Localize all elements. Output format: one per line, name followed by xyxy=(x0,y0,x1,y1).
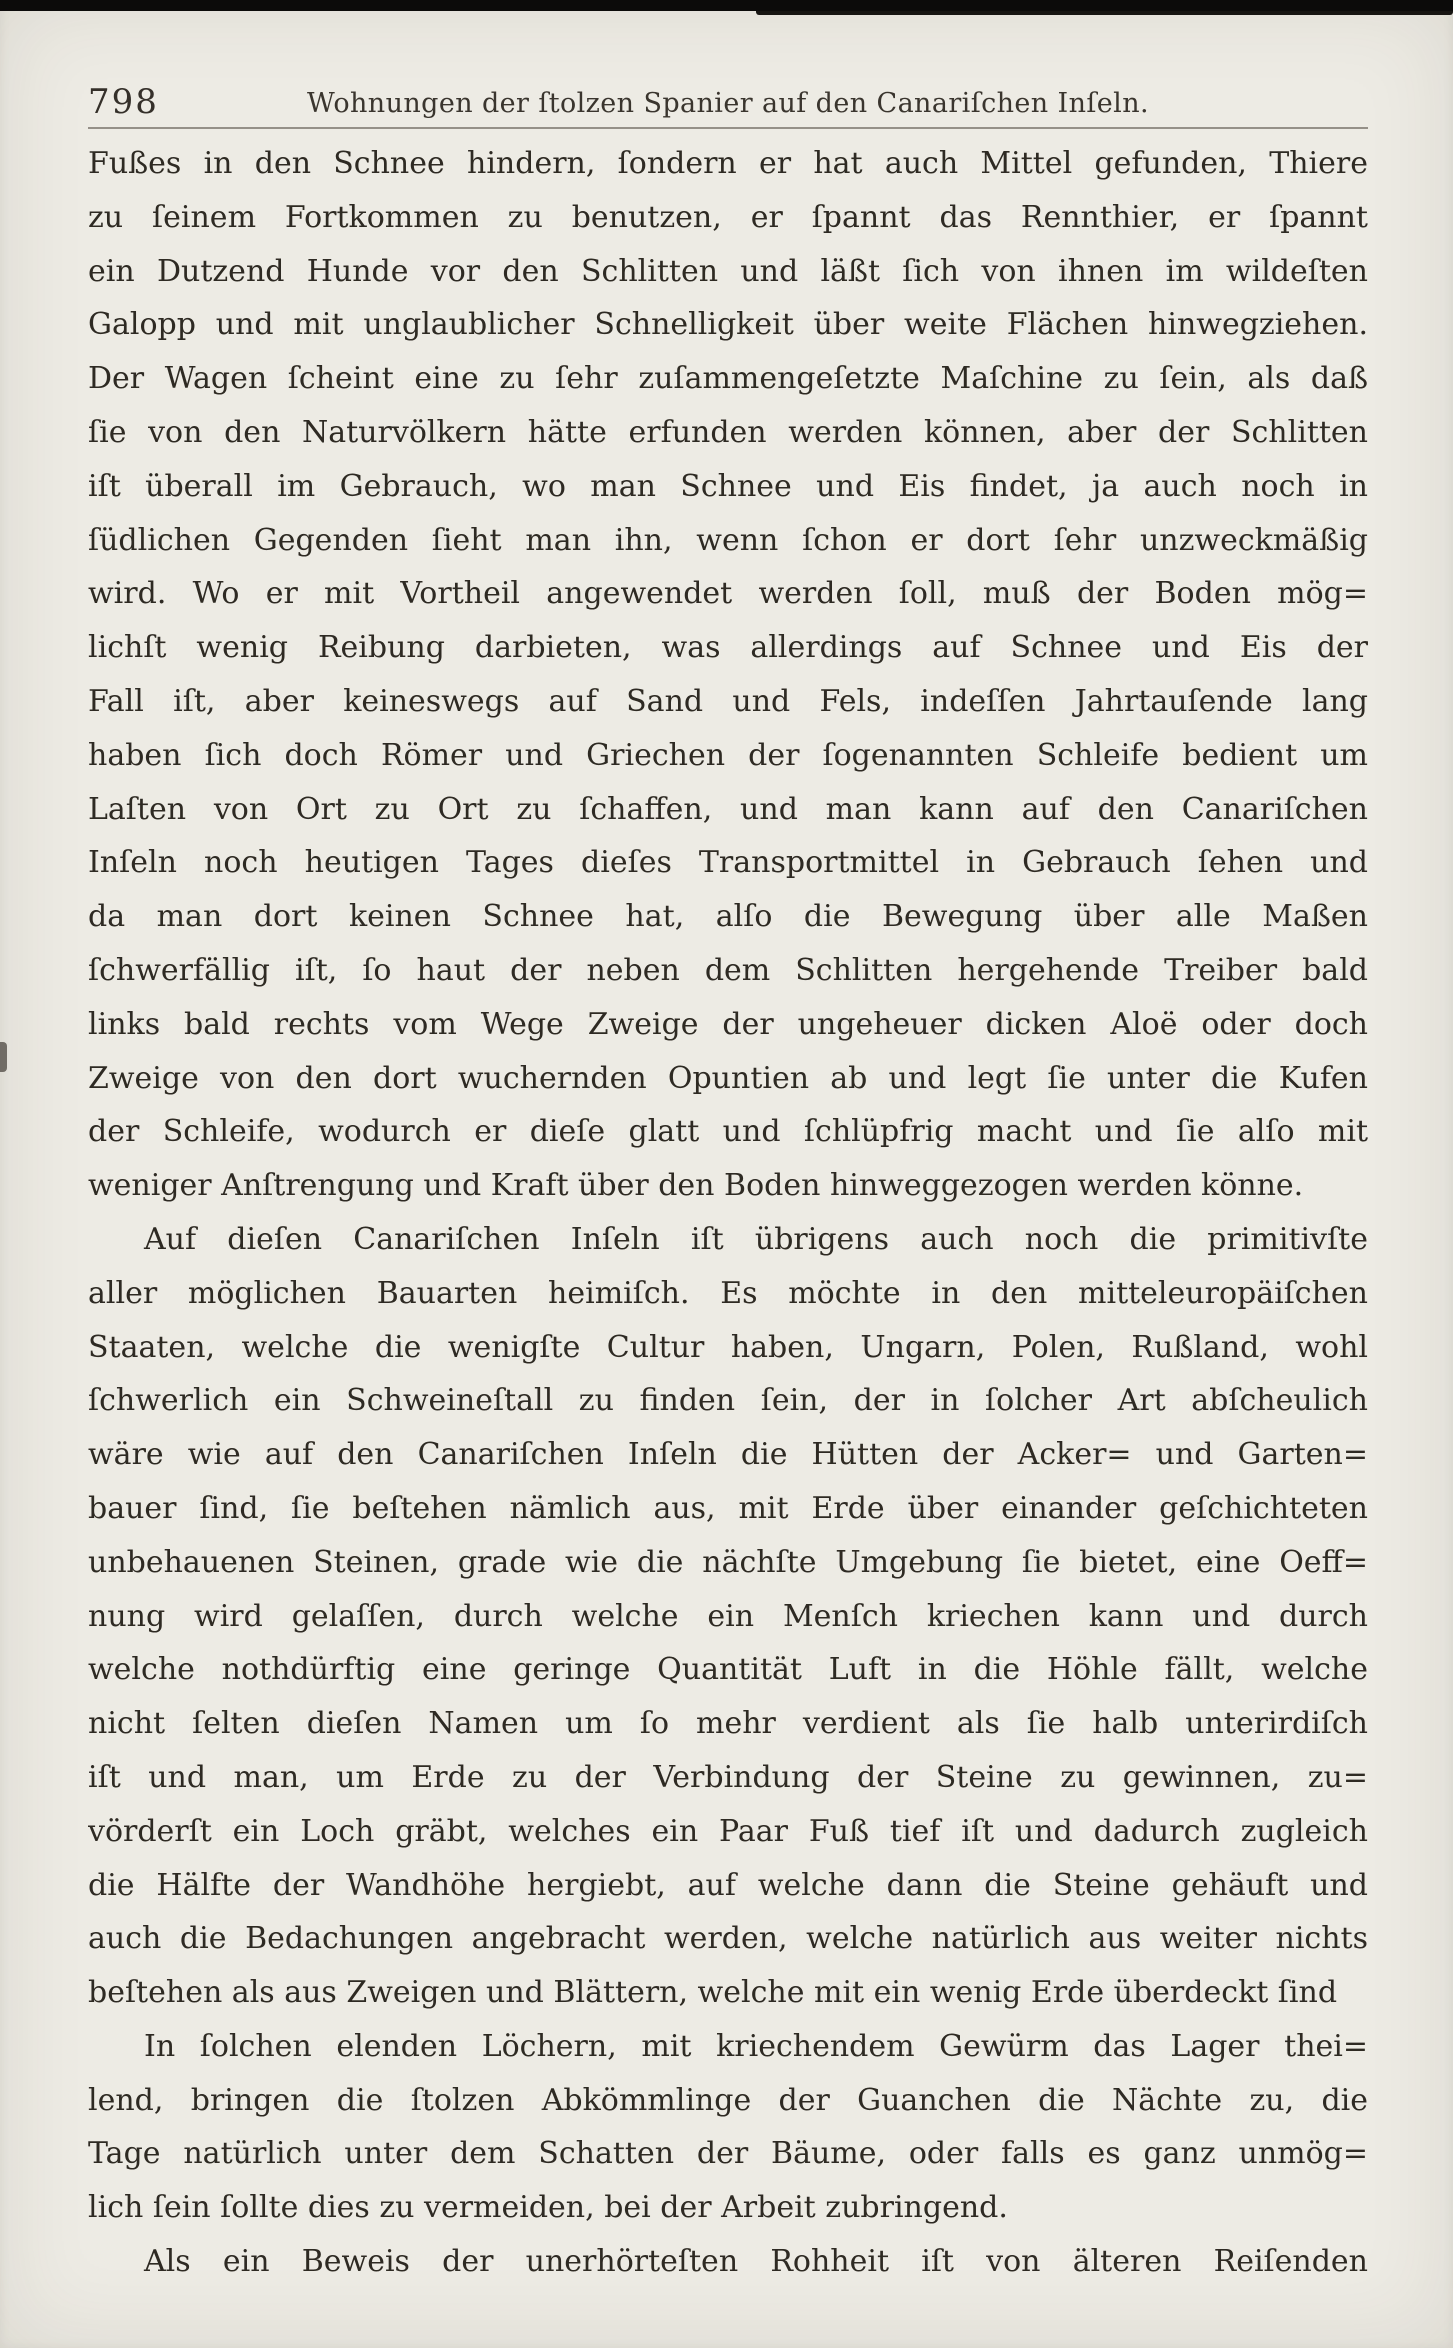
text-line: welche nothdürftig eine geringe Quantität Luft in die Höhle fällt, welche xyxy=(88,1652,1368,1688)
text-line: Fußes in den Schnee hindern, ſondern er hat auch Mittel gefunden, Thiere xyxy=(88,146,1368,181)
text-line: der Schleife, wodurch er dieſe glatt und ſchlüpfrig macht und ſie alſo mit xyxy=(88,1114,1368,1150)
text-line: zu ſeinem Fortkommen zu benutzen, er ſpannt das Rennthier, er ſpannt xyxy=(88,199,1368,235)
text-line: lich ſein ſollte dies zu vermeiden, bei der Arbeit zubringend. xyxy=(88,2190,1008,2226)
text-line: wäre wie auf den Canariſchen Inſeln die Hütten der Acker= und Garten= xyxy=(88,1437,1368,1473)
text-line: iſt überall im Gebrauch, wo man Schnee und Eis findet, ja auch noch in xyxy=(88,468,1368,504)
text-line: Auf dieſen Canariſchen Inſeln iſt übrigens auch noch die primitivſte xyxy=(144,1221,1368,1257)
text-line: auch die Bedachungen angebracht werden, welche natürlich aus weiter nichts xyxy=(88,1921,1368,1957)
text-line: nung wird gelaſſen, durch welche ein Menſch kriechen kann und durch xyxy=(88,1598,1368,1634)
text-line: In ſolchen elenden Löchern, mit kriechendem Gewürm das Lager thei= xyxy=(144,2028,1368,2064)
text-line: wird. Wo er mit Vortheil angewendet werden ſoll, muß der Boden mög= xyxy=(88,576,1368,612)
text-line: Laſten von Ort zu Ort zu ſchaffen, und man kann auf den Canariſchen xyxy=(88,791,1368,827)
text-line: Fall iſt, aber keineswegs auf Sand und Fels, indeſſen Jahrtauſende lang xyxy=(88,683,1368,719)
running-header: Wohnungen der ſtolzen Spanier auf den Canariſchen Inſeln. xyxy=(307,88,1149,119)
header-rule xyxy=(88,127,1368,129)
text-line: nicht ſelten dieſen Namen um ſo mehr verdient als ſie halb unterirdiſch xyxy=(88,1706,1368,1742)
text-line: die Hälfte der Wandhöhe hergiebt, auf welche dann die Steine gehäuft und xyxy=(88,1867,1368,1903)
text-line: Staaten, welche die wenigſte Cultur haben, Ungarn, Polen, Rußland, wohl xyxy=(88,1329,1368,1365)
text-line: lend, bringen die ſtolzen Abkömmlinge der Guanchen die Nächte zu, die xyxy=(88,2082,1368,2118)
text-line: ſchwerfällig iſt, ſo haut der neben dem Schlitten hergehende Treiber bald xyxy=(88,952,1368,988)
page-number: 798 xyxy=(88,82,159,122)
text-line: lichſt wenig Reibung darbieten, was allerdings auf Schnee und Eis der xyxy=(88,630,1368,666)
text-line: Tage natürlich unter dem Schatten der Bäume, oder falls es ganz unmög= xyxy=(88,2136,1368,2172)
text-line: vörderſt ein Loch gräbt, welches ein Paar Fuß tief iſt und dadurch zugleich xyxy=(88,1813,1368,1849)
text-line: Als ein Beweis der unerhörteſten Rohheit iſt von älteren Reiſenden xyxy=(144,2244,1368,2280)
text-line: beſtehen als aus Zweigen und Blättern, welche mit ein wenig Erde überdeckt ſind xyxy=(88,1975,1338,2011)
text-line: ſchwerlich ein Schweineſtall zu finden ſein, der in ſolcher Art abſcheulich xyxy=(88,1383,1368,1419)
page-header xyxy=(88,80,1368,126)
text-line: iſt und man, um Erde zu der Verbindung der Steine zu gewinnen, zu= xyxy=(88,1759,1368,1795)
text-line: ein Dutzend Hunde vor den Schlitten und läßt ſich von ihnen im wildeſten xyxy=(88,253,1368,289)
text-line: bauer ſind, ſie beſtehen nämlich aus, mit Erde über einander geſchichteten xyxy=(88,1490,1368,1526)
text-line: Zweige von den dort wuchernden Opuntien ab und legt ſie unter die Kufen xyxy=(88,1060,1368,1096)
text-line: ſüdlichen Gegenden ſieht man ihn, wenn ſchon er dort ſehr unzweckmäßig xyxy=(88,522,1368,558)
scan-edge-artifact xyxy=(0,1042,7,1072)
text-line: unbehauenen Steinen, grade wie die nächſte Umgebung ſie bietet, eine Oeff= xyxy=(88,1544,1368,1580)
text-line: Der Wagen ſcheint eine zu ſehr zuſammengeſetzte Maſchine zu ſein, als daß xyxy=(88,361,1368,397)
text-line: da man dort keinen Schnee hat, alſo die Bewegung über alle Maßen xyxy=(88,899,1368,935)
scan-edge-top xyxy=(0,0,1453,11)
text-line: Inſeln noch heutigen Tages dieſes Transportmittel in Gebrauch ſehen und xyxy=(88,845,1368,881)
text-line: ſie von den Naturvölkern hätte erfunden werden können, aber der Schlitten xyxy=(88,414,1368,450)
text-line: weniger Anſtrengung und Kraft über den Boden hinweggezogen werden könne. xyxy=(88,1168,1304,1204)
text-line: haben ſich doch Römer und Griechen der ſogenannten Schleife bedient um xyxy=(88,737,1368,773)
text-line: links bald rechts vom Wege Zweige der ungeheuer dicken Aloë oder doch xyxy=(88,1006,1368,1042)
text-line: Galopp und mit unglaublicher Schnelligkeit über weite Flächen hinwegziehen. xyxy=(88,307,1368,343)
text-line: aller möglichen Bauarten heimiſch. Es möchte in den mitteleuropäiſchen xyxy=(88,1275,1368,1311)
body-text xyxy=(88,137,1368,2289)
scan-edge-top-right xyxy=(756,11,1453,15)
